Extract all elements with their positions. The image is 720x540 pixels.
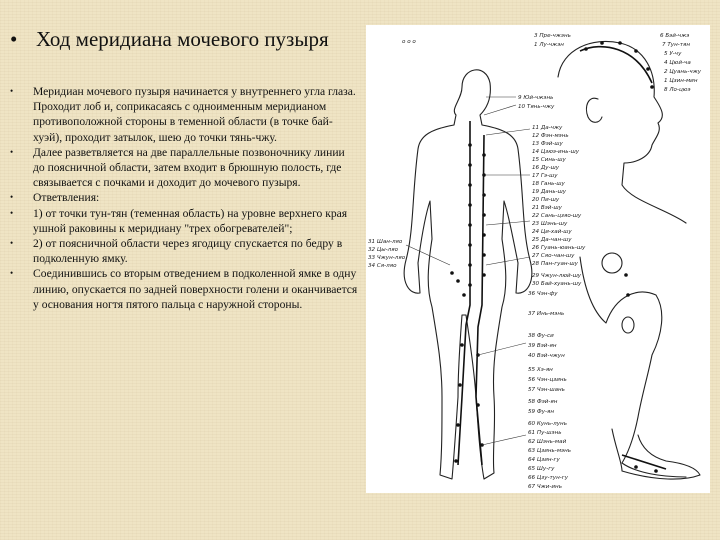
meridian-line-head <box>580 47 652 83</box>
back-label: 28 Пан-гуан-шу <box>532 261 578 267</box>
body-item-5 <box>6 236 358 266</box>
left-label: 32 Цы-ляо <box>368 247 399 253</box>
head-label: 1 Цзин-мин <box>664 78 698 84</box>
back-label: 16 Ду-шу <box>532 165 560 171</box>
front-body-outline <box>580 257 686 477</box>
back-label: 14 Цзюэ-инь-шу <box>532 149 580 155</box>
leg-label: 61 Пу-шэнь <box>528 430 562 436</box>
head-label: 7 Тун-тян <box>662 42 691 48</box>
slide-title <box>8 26 338 53</box>
back-label: 22 Сань-цзяо-шу <box>532 213 582 219</box>
genital-mark <box>622 317 634 333</box>
back-label: 18 Гань-шу <box>532 181 565 187</box>
bullet-marker: • <box>10 238 14 249</box>
mid-label: 29 Чжун-люй-шу <box>532 273 582 279</box>
leg-label: 63 Цзинь-мэнь <box>528 448 572 454</box>
body-item-text: Соединившись со вторым отведением в подколенной ямке в одну линию, опускается по задней поверхности голени и оканчивается у основания ногтя пятого пальца с наружной стороны. <box>33 267 358 311</box>
leg-label: 65 Шу-гу <box>528 466 555 472</box>
body-item-text: 2) от поясничной области через ягодицу спускается по бедру в подколенную ямку. <box>33 237 343 266</box>
leg-label: 62 Шэнь-май <box>528 439 567 445</box>
head-label: 6 Бэй-чжэ <box>660 33 690 39</box>
bullet-marker: • <box>10 207 14 218</box>
body-item-2 <box>6 145 358 191</box>
back-label: 12 Фэн-мэнь <box>532 133 569 139</box>
leg-label: 66 Цзу-тун-гу <box>528 475 569 481</box>
leg-label: 58 Фэй-ян <box>528 399 558 405</box>
bullet-marker: • <box>10 146 14 157</box>
leg-label: 64 Цзин-гу <box>528 457 560 463</box>
back-label: 20 Пи-шу <box>532 197 560 203</box>
leg-label: 59 Фу-ян <box>528 409 555 415</box>
head-label: 1 Лу-чжэн <box>534 42 564 48</box>
bullet-marker: • <box>10 192 14 203</box>
back-label: 11 Да-чжу <box>532 125 563 131</box>
back-label: 23 Шэнь-шу <box>532 221 568 227</box>
body-item-text: Ответвления: <box>33 191 100 205</box>
body-item-text: 1) от точки тун-тян (теменная область) на уровне верхнего края ушной раковины к меридиану "трех обогревателей"; <box>33 206 348 235</box>
leg-label: 57 Чэн-шань <box>528 387 565 393</box>
body-item-text: Далее разветвляется на две параллельные позвоночнику линии до поясничной области, затем входит в брюшную полость, где связывается с почками и доходит до мочевого пузыря. <box>33 145 345 190</box>
body-item-text: Меридиан мочевого пузыря начинается у внутреннего угла глаза. Проходит лоб и, соприкасаясь с одноименным меридианом противоположной стороны в теменной области (в точке бай-хуэй), проходит затылок, шею до точки тянь-чжу. <box>33 85 356 144</box>
leg-label: 38 Фу-си <box>528 333 554 339</box>
leg-label: 39 Вэй-ян <box>528 343 557 349</box>
meridian-line-back-outer <box>476 135 484 465</box>
leg-label: 60 Кунь-лунь <box>528 421 567 427</box>
mid-label: 30 Бай-хуань-шу <box>532 281 582 287</box>
corner-text: о о о <box>402 39 416 45</box>
left-label: 31 Шан-ляо <box>368 239 403 245</box>
head-labels <box>534 33 702 93</box>
back-label: 26 Гуань-юань-шу <box>532 245 586 251</box>
body-item-3 <box>6 190 358 205</box>
leg-label: 67 Чжи-инь <box>528 484 563 490</box>
neck-label: 9 Юй-чжэнь <box>518 95 554 101</box>
leg-label: 40 Вэй-чжун <box>528 353 565 359</box>
body-text-list <box>6 84 358 312</box>
back-label: 13 Фэй-шу <box>532 141 563 147</box>
leg-label: 36 Чэн-фу <box>528 291 558 297</box>
meridian-line-back-inner <box>458 121 470 465</box>
back-label: 25 Да-чан-шу <box>532 237 572 243</box>
bullet-marker: • <box>10 268 14 279</box>
back-labels <box>532 125 586 267</box>
title-bullet: • <box>10 27 18 51</box>
left-label: 34 Ся-ляо <box>368 263 397 269</box>
navel-mark <box>602 253 622 273</box>
neck-labels <box>518 95 555 110</box>
bullet-marker: • <box>10 86 14 96</box>
leg-label: 56 Чэн-цзинь <box>528 377 567 383</box>
meridian-illustration <box>366 25 710 493</box>
back-label: 15 Синь-шу <box>532 157 566 163</box>
head-label: 8 Ло-цюэ <box>664 87 691 93</box>
back-label: 17 Гэ-шу <box>532 173 558 179</box>
body-item-6 <box>6 266 358 312</box>
leader-lines <box>406 97 530 445</box>
title-text: Ход меридиана мочевого пузыря <box>36 27 329 51</box>
body-item-1 <box>6 84 358 145</box>
left-labels <box>368 239 406 269</box>
body-item-4 <box>6 206 358 236</box>
back-label: 24 Ци-хай-шу <box>532 229 572 235</box>
head-label: 2 Цуань-чжу <box>664 69 702 75</box>
back-label: 21 Вэй-шу <box>532 205 562 211</box>
back-label: 19 Дань-шу <box>532 189 567 195</box>
leg-label: 37 Инь-мэнь <box>528 311 565 317</box>
left-label: 33 Чжун-ляо <box>368 255 406 261</box>
head-label: 3 Пре-чжэнь <box>534 33 571 39</box>
leg-label: 55 Хэ-ян <box>528 367 553 373</box>
head-label: 4 Цюй-ча <box>664 60 691 66</box>
ear-outline <box>586 98 602 122</box>
mid-labels <box>532 273 582 287</box>
leg-labels <box>528 291 571 490</box>
back-label: 27 Сяо-чан-шу <box>532 253 575 259</box>
neck-label: 10 Тянь-чжу <box>518 104 555 110</box>
head-label: 5 У-чу <box>664 51 682 57</box>
meridian-drawing <box>366 25 710 493</box>
